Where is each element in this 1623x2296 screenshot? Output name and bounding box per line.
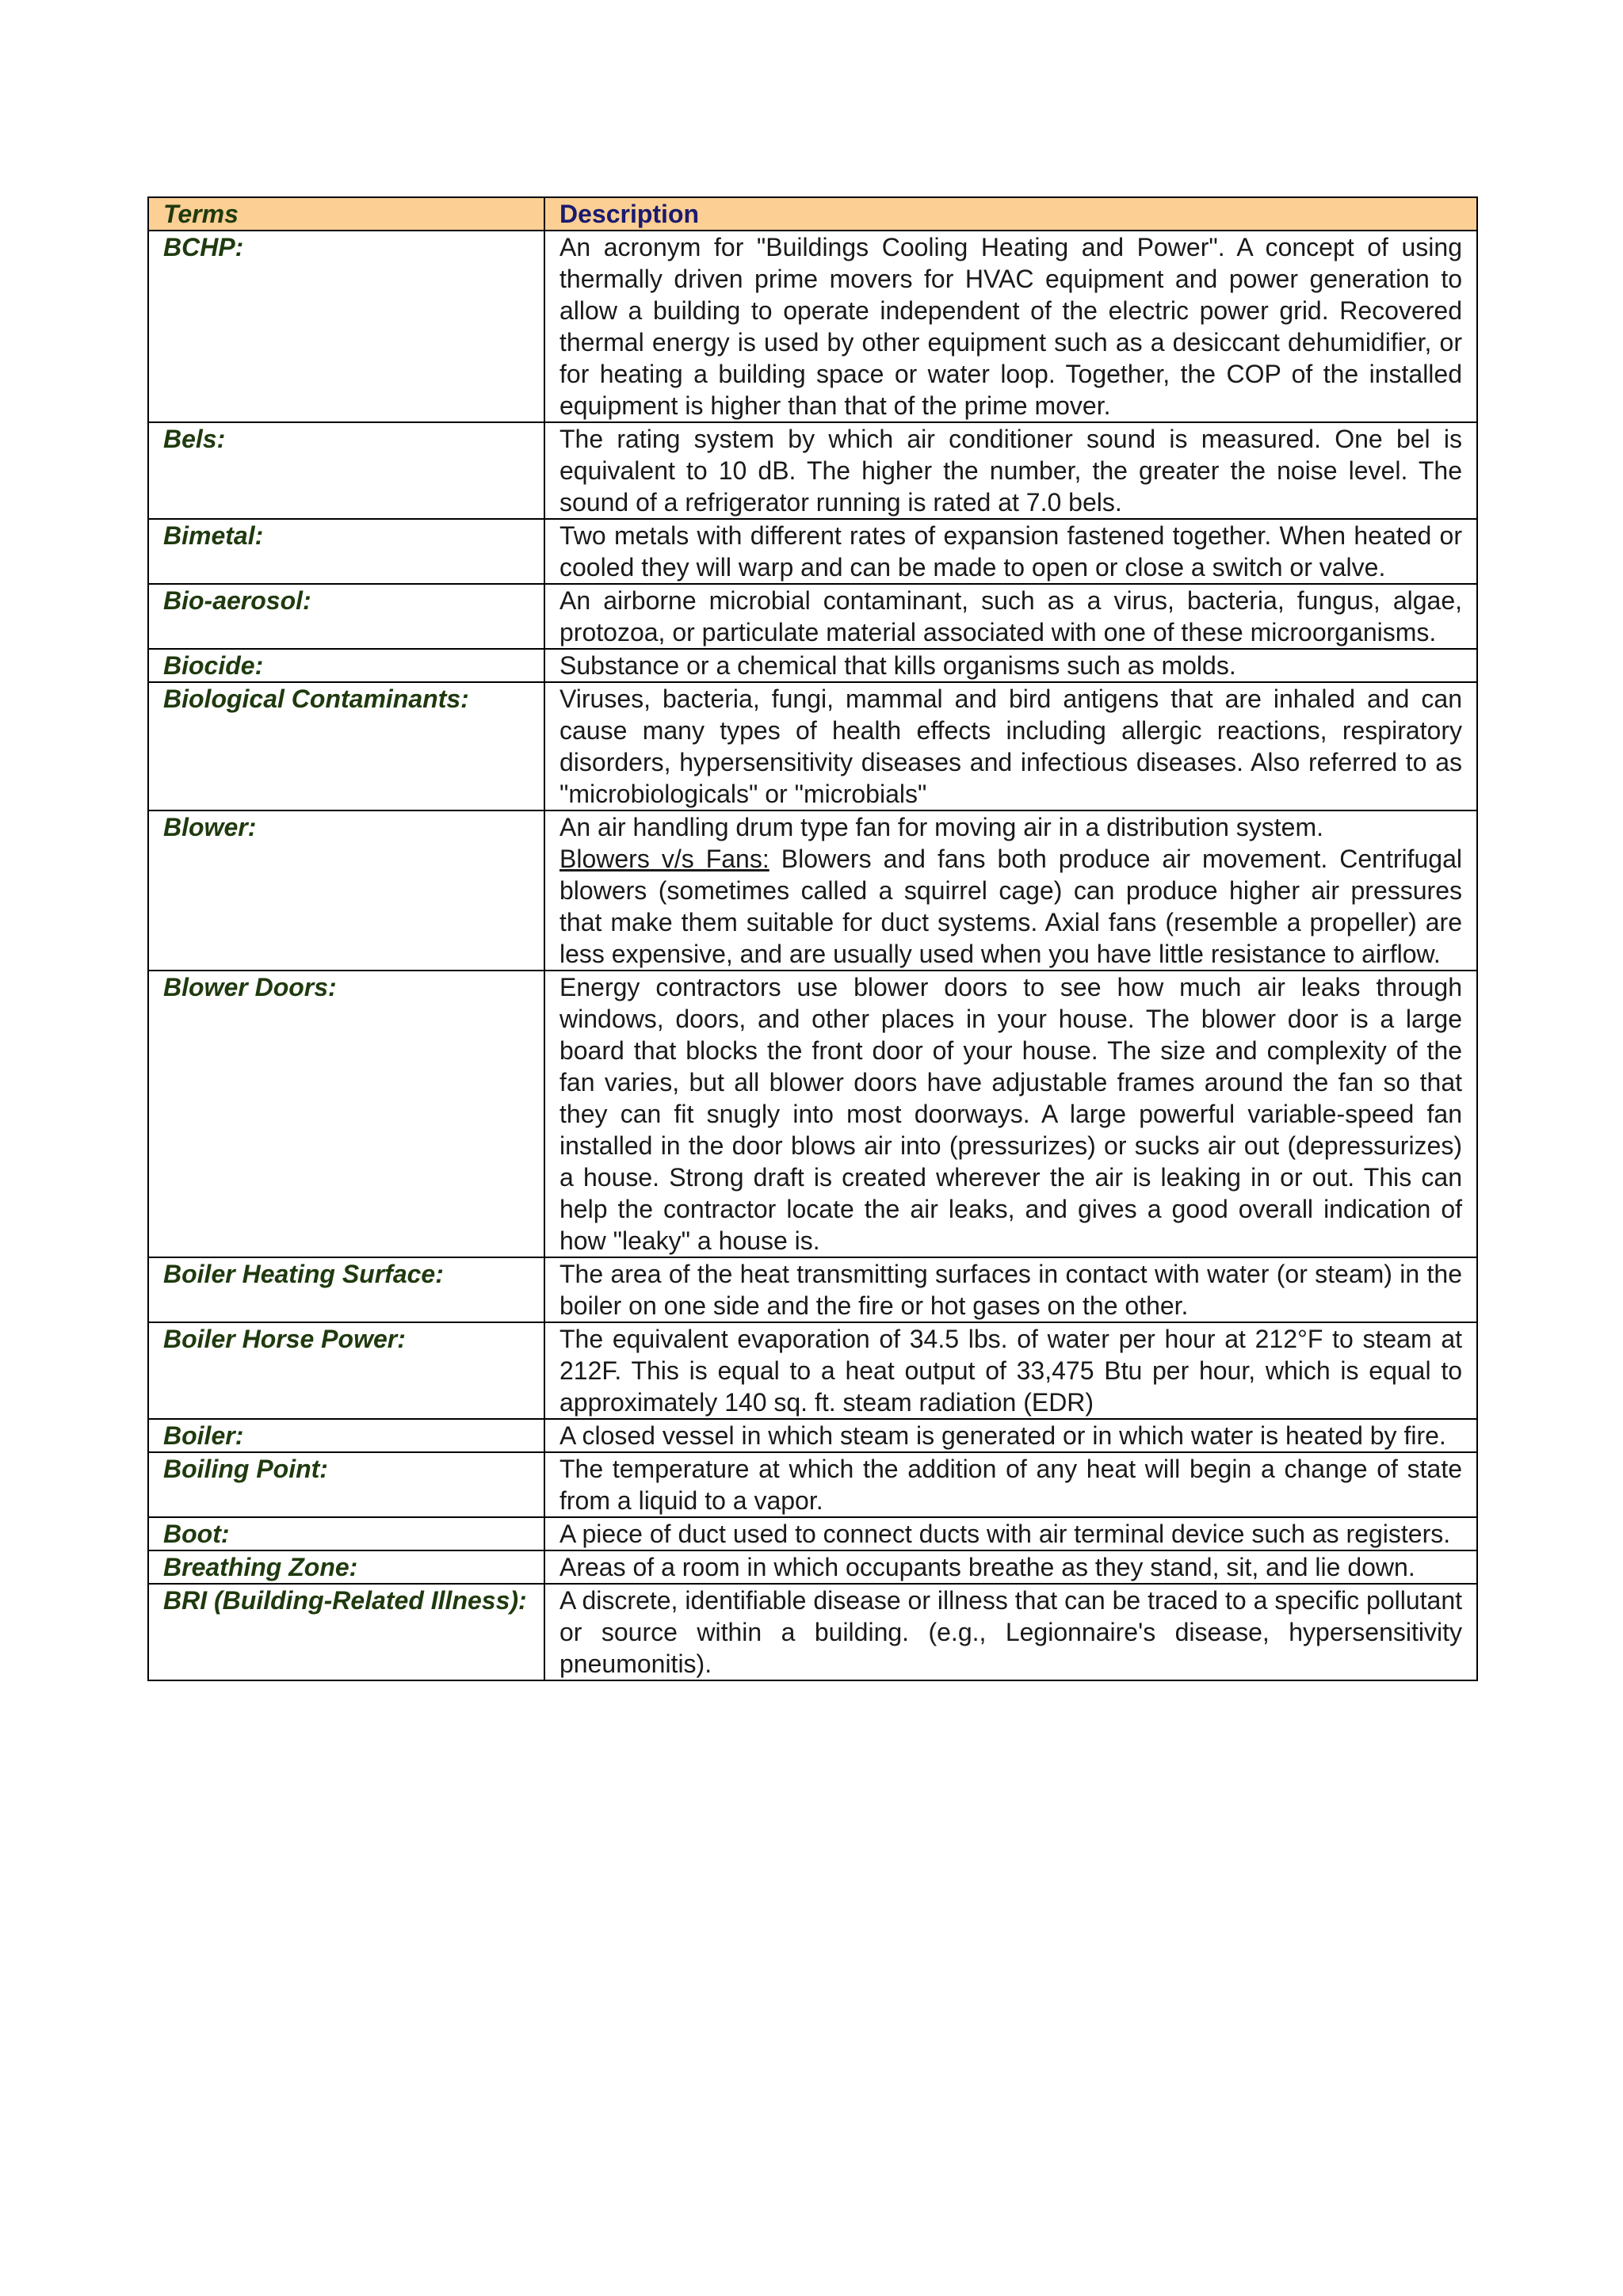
- description-column-header: Description: [544, 197, 1477, 231]
- table-row: [148, 1257, 1477, 1322]
- description-cell: Areas of a room in which occupants breathe as they stand, sit, and lie down.: [544, 1550, 1477, 1584]
- description-cell: An acronym for "Buildings Cooling Heating and Power". A concept of using thermally driven prime movers for HVAC equipment and power generation to allow a building to operate independent of the electric power grid. Recovered thermal energy is used by other equipment such as a desiccant dehumidifier, or for heating a building space or water loop. Together, the COP of the installed equipment is higher than that of the prime mover.: [544, 231, 1477, 422]
- table-row: [148, 1517, 1477, 1550]
- table-row: [148, 584, 1477, 649]
- term-cell: Blower:: [148, 810, 544, 971]
- description-cell: Viruses, bacteria, fungi, mammal and bird antigens that are inhaled and can cause many types of health effects including allergic reactions, respiratory disorders, hypersensitivity diseases and infectious diseases. Also referred to as "microbiologicals" or "microbials": [544, 682, 1477, 810]
- subheading-text: Blowers and fans both produce air movement. Centrifugal blowers (sometimes called a squirrel cage) can produce higher air pressures that make them suitable for duct systems. Axial fans (resemble a propeller) are less expensive, and are usually used when you have little resistance to airflow.: [559, 845, 1463, 968]
- term-cell: Boiling Point:: [148, 1452, 544, 1517]
- description-cell: A piece of duct used to connect ducts with air terminal device such as registers.: [544, 1517, 1477, 1550]
- term-cell: Biological Contaminants:: [148, 682, 544, 810]
- table-row: [148, 519, 1477, 584]
- description-cell: The rating system by which air conditioner sound is measured. One bel is equivalent to 10 dB. The higher the number, the greater the noise level. The sound of a refrigerator running is rated at 7.0 bels.: [544, 422, 1477, 519]
- term-cell: Bels:: [148, 422, 544, 519]
- term-cell: BCHP:: [148, 231, 544, 422]
- table-row: [148, 649, 1477, 682]
- description-paragraph: [559, 843, 1462, 970]
- table-row: [148, 810, 1477, 971]
- table-row: [148, 1550, 1477, 1584]
- term-cell: Boiler:: [148, 1419, 544, 1452]
- table-header-row: [148, 197, 1477, 231]
- term-cell: Boiler Heating Surface:: [148, 1257, 544, 1322]
- description-cell: Energy contractors use blower doors to see how much air leaks through windows, doors, and other places in your house. The blower door is a large board that blocks the front door of your house. The size and complexity of the fan varies, but all blower doors have adjustable frames around the fan so that they can fit snugly into most doorways. A large powerful variable-speed fan installed in the door blows air into (pressurizes) or sucks air out (depressurizes) a house. Strong draft is created wherever the air is leaking in or out. This can help the contractor locate the air leaks, and gives a good overall indication of how "leaky" a house is.: [544, 971, 1477, 1257]
- description-cell: The temperature at which the addition of any heat will begin a change of state from a liquid to a vapor.: [544, 1452, 1477, 1517]
- description-cell: Substance or a chemical that kills organisms such as molds.: [544, 649, 1477, 682]
- description-cell: A closed vessel in which steam is generated or in which water is heated by fire.: [544, 1419, 1477, 1452]
- description-cell: An airborne microbial contaminant, such as a virus, bacteria, fungus, algae, protozoa, or particulate material associated with one of these microorganisms.: [544, 584, 1477, 649]
- term-cell: Breathing Zone:: [148, 1550, 544, 1584]
- table-row: [148, 971, 1477, 1257]
- table-row: [148, 1452, 1477, 1517]
- table-row: [148, 1584, 1477, 1680]
- term-cell: Blower Doors:: [148, 971, 544, 1257]
- term-cell: Boot:: [148, 1517, 544, 1550]
- description-cell: [544, 810, 1477, 971]
- table-row: [148, 1322, 1477, 1419]
- term-cell: Biocide:: [148, 649, 544, 682]
- glossary-table: [147, 196, 1478, 1681]
- table-row: [148, 422, 1477, 519]
- term-cell: BRI (Building-Related Illness):: [148, 1584, 544, 1680]
- table-row: [148, 1419, 1477, 1452]
- term-cell: Bio-aerosol:: [148, 584, 544, 649]
- description-cell: The area of the heat transmitting surfaces in contact with water (or steam) in the boiler on one side and the fire or hot gases on the other.: [544, 1257, 1477, 1322]
- description-line: An air handling drum type fan for moving air in a distribution system.: [559, 813, 1324, 841]
- description-cell: The equivalent evaporation of 34.5 lbs. of water per hour at 212°F to steam at 212F. This is equal to a heat output of 33,475 Btu per hour, which is equal to approximately 140 sq. ft. steam radiation (EDR): [544, 1322, 1477, 1419]
- subheading: Blowers v/s Fans:: [559, 845, 769, 873]
- term-cell: Boiler Horse Power:: [148, 1322, 544, 1419]
- description-cell: A discrete, identifiable disease or illness that can be traced to a specific pollutant or source within a building. (e.g., Legionnaire's disease, hypersensitivity pneumonitis).: [544, 1584, 1477, 1680]
- table-row: [148, 682, 1477, 810]
- table-row: [148, 231, 1477, 422]
- terms-column-header: Terms: [148, 197, 544, 231]
- term-cell: Bimetal:: [148, 519, 544, 584]
- description-cell: Two metals with different rates of expansion fastened together. When heated or cooled they will warp and can be made to open or close a switch or valve.: [544, 519, 1477, 584]
